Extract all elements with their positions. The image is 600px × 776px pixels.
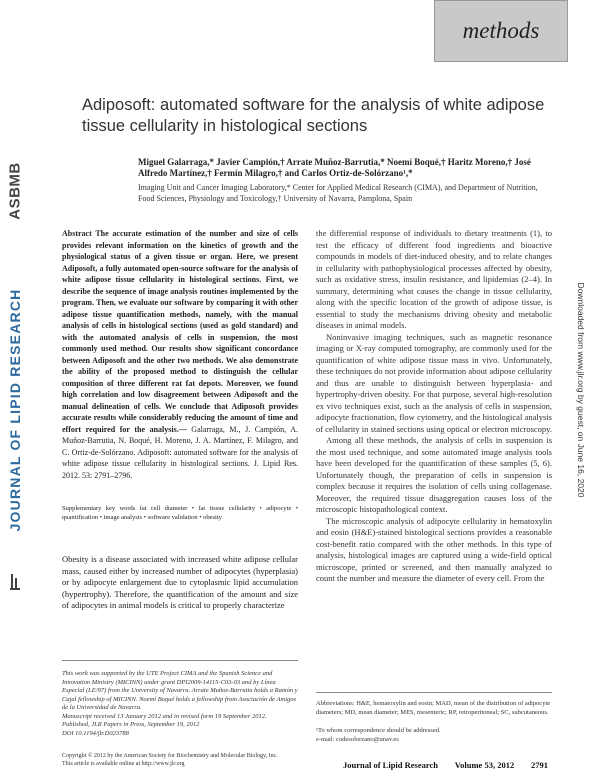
article-title: Adiposoft: automated software for the analysis of white adipose tissue cellularity in histological sections	[82, 96, 545, 135]
funding-note	[62, 670, 298, 738]
body-right-column	[316, 228, 552, 585]
section-label-box	[434, 0, 568, 62]
journal-vertical-text: JOURNAL OF LIPID RESEARCH	[7, 288, 23, 532]
copyright-text: Copyright © 2012 by the American Society for Biochemistry and Molecular Biology, Inc.	[62, 753, 278, 759]
asbmb-text: ASBMB	[6, 162, 24, 220]
footer-journal: Journal of Lipid Research	[343, 760, 439, 770]
copyright-block	[62, 752, 298, 768]
doi-text: DOI 10.1194/jlr.D023788	[62, 729, 129, 737]
funding-text: This work was supported by the UTE Project CIMA and the Spanish Science and Innovation Ministry (MICINN) under grant DPI2009-14115-C03-03 and by Línea Especial (LE/97) from the University of Navarra. Arrate Muñoz-Barrutia holds a Ramón y Cajal fellowship of MICINN. Noemí Boqué holds a fellowship from Asociación de Amigos de la Universidad de Navarra.	[62, 670, 298, 711]
footer-volume: Volume 53, 2012	[454, 760, 515, 770]
online-note: This article is available online at http://www.jlr.org	[62, 761, 185, 767]
correspondence-note: ¹To whom correspondence should be addressed.	[316, 727, 441, 734]
footnote-divider	[62, 660, 298, 661]
download-note-text: Downloaded from www.jlr.org by guest, on June 16, 2020	[576, 282, 586, 498]
affiliation: Imaging Unit and Cancer Imaging Laboratory,* Center for Applied Medical Research (CIMA), and Department of Nutrition, Food Sciences, Physiology and Toxicology,† University of Navarra, Pamplona, Spain	[138, 183, 538, 203]
download-note	[573, 240, 589, 540]
page-number: 2791	[530, 760, 548, 770]
body-paragraph: Among all these methods, the analysis of cells in suspension is the most used technique, and some automated image analysis tools have been developed for the quantification of these samples (5, 6). Unfortunately though, the preparation of cells in suspension is complex because it requires the isolation of cells using collagenase. Moreover, the required tissue disaggregation causes loss of the microscopic histopathological context.	[316, 435, 552, 514]
manuscript-dates: Manuscript received 13 January 2012 and in revised form 19 September 2012.	[62, 712, 267, 720]
correspondence	[316, 727, 552, 744]
body-paragraph: Noninvasive imaging techniques, such as magnetic resonance imaging or X-ray computed tomography, are commonly used for the quantification of white adipose tissue mass in vivo. Unfortunately, these techniques do not provide information about adipose cellularity and thus are unable to distinguish between hyperplasia- and hypertrophy-driven obesity. For that purpose, several high-resolution ex vivo techniques exist, such as the analysis of cells in suspension, adipocyte fractionation, flow cytometry, and the histological analysis of cellularity in stained sections using optical or electron microscopy.	[316, 331, 552, 434]
published-note: Published, JLR Papers in Press, September 19, 2012	[62, 721, 200, 728]
section-label: methods	[462, 18, 540, 43]
page-footer	[343, 760, 548, 770]
journal-vertical-banner	[2, 265, 28, 555]
abstract-citation: Galarraga, M., J. Campión, A. Muñoz-Barrutia, N. Boqué, H. Moreno, J. A. Martínez, F. Milagro, and C. Ortiz-de-Solórzano. Adiposoft: automated software for the analysis of white adipose tissue cellularity in histological sections. J. Lipid Res. 2012. 53: 2791–2796.	[62, 424, 299, 480]
correspondence-email: e-mail: codesolorzano@unav.es	[316, 735, 399, 743]
intro-paragraph: Obesity is a disease associated with increased white adipose cellular mass, caused either by increased number of adipocytes (hyperplasia) or by adipocyte enlargement due to cytoplasmic lipid accumulation (hypertrophy). Therefore, the quantification of the amount and size of adipocytes in animal models is critical to properly characterize	[62, 554, 298, 610]
abbrev-divider	[316, 692, 552, 693]
author-list: Miguel Galarraga,* Javier Campión,† Arrate Muñoz-Barrutia,* Noemí Boqué,† Haritz Moreno,† José Alfredo Martínez,† Fermín Milagro,† and Carlos Ortiz-de-Solórzano¹,*	[138, 157, 531, 178]
publisher-mark-icon	[9, 572, 21, 592]
body-paragraph: The microscopic analysis of adipocyte cellularity in hematoxylin and eosin (H&E)-stained histological sections provides a reasonable cost-benefit ratio compared with the other methods. In this type of analysis, histological images are captured using a wide-field optical microscope, printed or screened, and then manually analyzed to count the number and measure the diameter of every cell. From the	[316, 515, 552, 583]
abbreviations: Abbreviations: H&E, hematoxylin and eosin; MAD, mean of the distribution of adipocyte diameters; MD, mean diameter; MES, mesenteric; RP, retroperitoneal; SC, subcutaneous.	[316, 700, 551, 716]
abstract-text: Abstract The accurate estimation of the number and size of cells provides relevant information on the kinetics of growth and the physiological status of a given tissue or organ. Here, we present Adiposoft, a fully automated open-source software for the analysis of white adipose tissue cellularity in histological sections. First, we describe the sequence of image analysis routines implemented by the program. Then, we evaluate our software by comparing it with other adipose tissue quantification methods, namely, with the manual analysis of cells in histological sections (used as gold standard) and with the automated analysis of cells in suspension, the most commonly used method. Our results show significant concordance between Adiposoft and the other two methods. We also demonstrate the ability of the proposed method to distinguish the cellular composition of three different rat fat depots. Moreover, we found high correlation and low disagreement between Adiposoft and the manual delineation of cells. We conclude that Adiposoft provides accurate results while considerably reducing the amount of time and effort required for the analysis.—	[62, 229, 298, 434]
body-paragraph: the differential response of individuals to dietary treatments (1), to test the efficacy of different food ingredients and bioactive compounds in models of diet-induced obesity, and to relate changes in cellularity with pathophysiological processes affected by obesity, such as oxidative stress, insulin resistance, and lipidemias (2–4). In summary, determining what causes the change in tissue cellularity, along with the specific location of the growth of adipose tissue, is essential to study the mechanisms driving obesity and metabolic diseases in animal models.	[316, 228, 552, 330]
keywords: Supplementary key words fat cell diameter • fat tissue cellularity • adipocyte • quantification • image analysis • software validation • obesity	[62, 505, 298, 521]
abstract	[62, 228, 298, 481]
asbmb-logo	[4, 158, 26, 224]
